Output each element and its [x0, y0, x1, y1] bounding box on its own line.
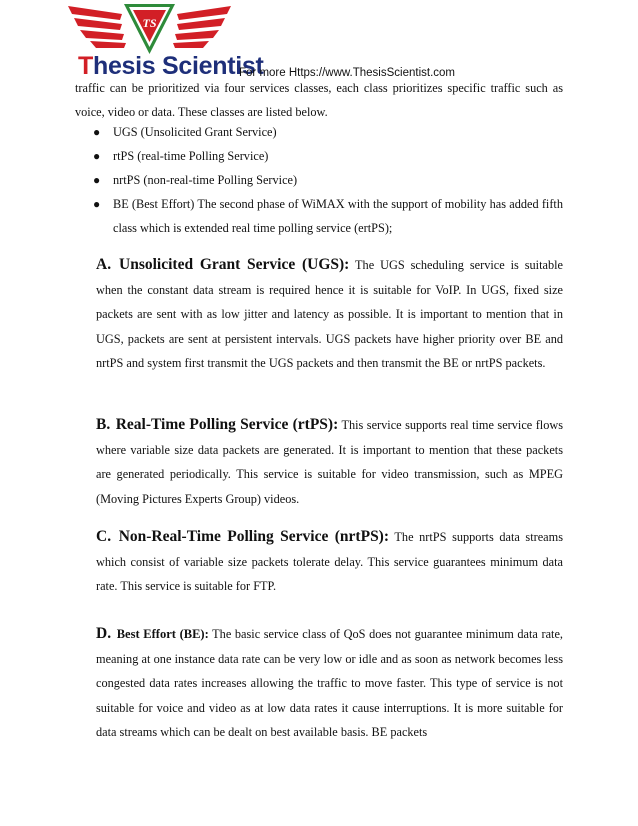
thesis-scientist-logo-icon — [62, 0, 237, 58]
bullet-icon: ● — [93, 149, 101, 163]
section-nrtps — [96, 525, 563, 599]
brand-initial: T — [78, 52, 93, 80]
section-heading: Real-Time Polling Service (rtPS): — [115, 416, 339, 433]
section-body: The nrtPS supports data streams which consist of variable size packets tolerate delay. This service guarantees minimum data rate. This service is suitable for FTP. — [96, 530, 563, 593]
service-class-list — [75, 120, 563, 240]
website-link[interactable]: For more Https://www.ThesisScientist.com — [239, 67, 455, 79]
section-be — [96, 622, 563, 745]
section-letter: B. — [96, 416, 111, 433]
section-letter: D. — [96, 625, 112, 642]
section-body: The basic service class of QoS does not guarantee minimum data rate, meaning at one instance data rate can be very low or idle and as soon as network becomes less congested data rates increases allowing the traffic to move faster. This type of service is not suitable for voice and video as at low data rates it cause interruptions. It is more suitable for data streams which can be dealt on best available basis. BE packets — [96, 627, 564, 739]
section-heading: Unsolicited Grant Service (UGS): — [119, 256, 350, 273]
list-item — [75, 168, 563, 192]
intro-line-1: traffic can be prioritized via four services classes, each class prioritizes specific traffic such as — [75, 81, 563, 95]
section-rtps — [96, 413, 563, 511]
list-item-text: nrtPS (non-real-time Polling Service) — [113, 173, 298, 187]
section-letter: A. — [96, 256, 112, 273]
bullet-icon: ● — [93, 197, 101, 211]
svg-text:TS: TS — [142, 16, 157, 30]
list-item-text: BE (Best Effort) The second phase of WiMAX with the support of mobility has added fifth class which is extended real time polling service (ertPS); — [113, 197, 563, 235]
bullet-icon: ● — [93, 173, 101, 187]
list-item — [75, 144, 563, 168]
intro-paragraph — [75, 76, 563, 124]
section-ugs — [96, 253, 563, 376]
section-heading: Best Effort (BE): — [116, 627, 209, 641]
list-item-text: rtPS (real-time Polling Service) — [113, 149, 269, 163]
brand-rest: hesis Scientist — [92, 52, 264, 80]
section-letter: C. — [96, 528, 112, 545]
section-heading: Non-Real-Time Polling Service (nrtPS): — [118, 528, 390, 545]
intro-line-2: voice, video or data. These classes are listed below. — [75, 105, 328, 119]
section-body: This service supports real time service flows where variable size data packets are generated. It is important to mention that these packets are generated periodically. This service is suitable for video transmission, such as MPEG (Moving Pictures Experts Group) videos. — [96, 418, 564, 506]
list-item — [75, 192, 563, 240]
list-item-text: UGS (Unsolicited Grant Service) — [113, 125, 277, 139]
list-item — [75, 120, 563, 144]
bullet-icon: ● — [93, 125, 101, 139]
page-header — [0, 0, 638, 82]
section-body: The UGS scheduling service is suitable when the constant data stream is required hence it is suitable for VoIP. In UGS, fixed size packets are sent with as low jitter and latency as possible. It is important to mention that in UGS, packets are sent at persistent intervals. UGS packets have higher priority over BE and nrtPS and system first transmit the UGS packets and then transmit the BE or nrtPS packets. — [96, 258, 564, 370]
